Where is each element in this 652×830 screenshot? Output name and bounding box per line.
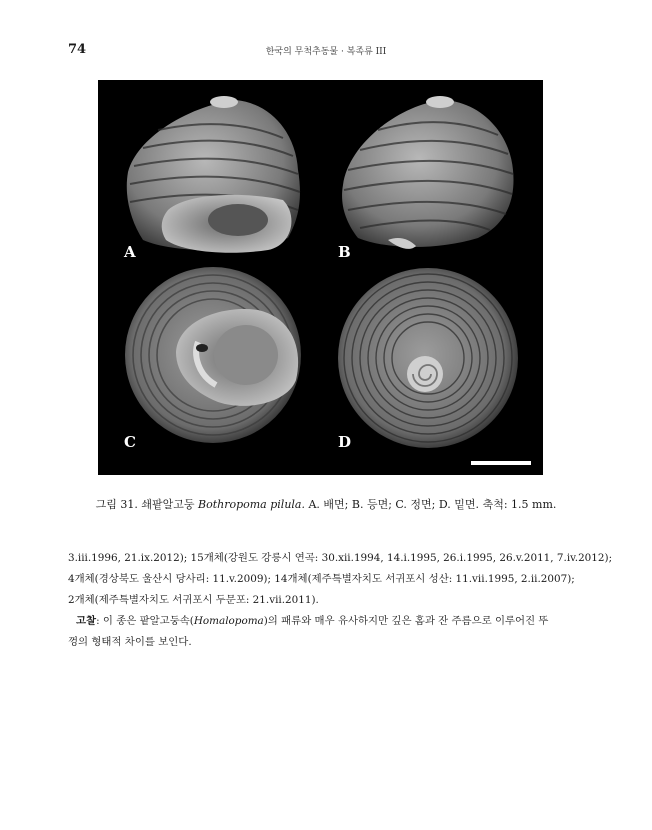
caption-views: A. 배면; B. 등면; C. 정면; D. 밑면. <box>308 498 480 511</box>
remarks-text-1: : 이 종은 팥알고둥속( <box>96 615 194 627</box>
material-line-1: 3.iii.1996, 21.ix.2012); 15개체(강원도 강릉시 연곡: 30.xii.1994, 14.i.1995, 26.i.1995, 26.v.2011, 7.iv.2012); <box>68 552 613 564</box>
caption-label: 그림 31. <box>95 498 138 511</box>
remarks-genus: Homalopoma <box>193 615 264 627</box>
remarks-label: 고찰 <box>76 615 97 627</box>
scale-bar <box>471 461 531 465</box>
shell-photographs <box>98 80 543 475</box>
shell-view-b <box>342 96 513 249</box>
caption-korean-name: 쇄팥알고둥 <box>141 498 195 511</box>
panel-label-d: D <box>338 433 352 451</box>
caption-scale: 축척: 1.5 mm. <box>482 498 557 511</box>
shell-view-d <box>338 268 518 448</box>
figure-plate <box>98 80 543 475</box>
panel-label-a: A <box>124 243 136 261</box>
panel-label-b: B <box>338 243 351 261</box>
caption-scientific-name: Bothropoma pilula. <box>198 498 305 511</box>
shell-view-c <box>125 267 301 443</box>
running-header: 한국의 무척추동물 · 복족류 III <box>265 47 387 57</box>
remarks-line-2: 껑의 형태적 차이를 보인다. <box>68 636 192 648</box>
remarks-text-2: )의 패류와 매우 유사하지만 깊은 홈과 잔 주름으로 이루어진 뚜 <box>263 615 549 627</box>
remarks-paragraph <box>68 611 588 632</box>
figure-caption <box>0 496 652 512</box>
body-text <box>68 548 613 653</box>
page-number: 74 <box>68 42 87 57</box>
material-line-3: 2개체(제주특별자치도 서귀포시 두문포: 21.vii.2011). <box>68 594 319 606</box>
material-line-2: 4개체(경상북도 울산시 당사리: 11.v.2009); 14개체(제주특별자치도 서귀포시 성산: 11.vii.1995, 2.ii.2007); <box>68 573 575 585</box>
panel-label-c: C <box>124 433 136 451</box>
shell-view-a <box>127 96 300 253</box>
